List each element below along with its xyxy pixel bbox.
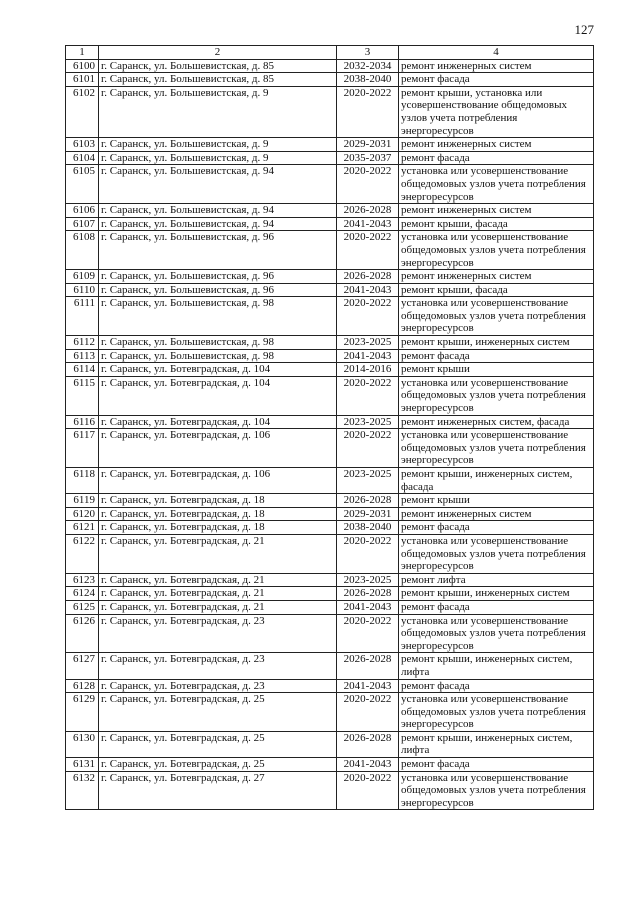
address-cell: г. Саранск, ул. Большевистская, д. 98 [99, 349, 337, 363]
period-cell: 2029-2031 [337, 507, 399, 521]
address-cell: г. Саранск, ул. Ботевградская, д. 21 [99, 600, 337, 614]
address-cell: г. Саранск, ул. Большевистская, д. 85 [99, 73, 337, 87]
period-cell: 2035-2037 [337, 151, 399, 165]
table-row [66, 679, 594, 693]
period-cell: 2041-2043 [337, 217, 399, 231]
address-cell: г. Саранск, ул. Ботевградская, д. 27 [99, 771, 337, 810]
column-header: 3 [337, 46, 399, 60]
period-cell: 2038-2040 [337, 521, 399, 535]
row-number-cell: 6120 [66, 507, 99, 521]
period-cell: 2023-2025 [337, 573, 399, 587]
table-row [66, 151, 594, 165]
work-type-cell: установка или усовершенствование общедомовых узлов учета потребления энергоресурсов [399, 231, 594, 270]
row-number-cell: 6115 [66, 376, 99, 415]
address-cell: г. Саранск, ул. Ботевградская, д. 18 [99, 521, 337, 535]
work-type-cell: ремонт инженерных систем, фасада [399, 415, 594, 429]
work-type-cell: установка или усовершенствование общедомовых узлов учета потребления энергоресурсов [399, 376, 594, 415]
work-type-cell: установка или усовершенствование общедомовых узлов учета потребления энергоресурсов [399, 614, 594, 653]
work-type-cell: ремонт крыши, инженерных систем, фасада [399, 468, 594, 494]
row-number-cell: 6101 [66, 73, 99, 87]
period-cell: 2023-2025 [337, 468, 399, 494]
address-cell: г. Саранск, ул. Ботевградская, д. 23 [99, 614, 337, 653]
table-row [66, 59, 594, 73]
period-cell: 2020-2022 [337, 376, 399, 415]
table-row [66, 86, 594, 137]
address-cell: г. Саранск, ул. Большевистская, д. 85 [99, 59, 337, 73]
table-header-row [66, 46, 594, 60]
table-row [66, 138, 594, 152]
work-type-cell: ремонт крыши, инженерных систем [399, 587, 594, 601]
table-row [66, 231, 594, 270]
table-row [66, 217, 594, 231]
period-cell: 2029-2031 [337, 138, 399, 152]
row-number-cell: 6102 [66, 86, 99, 137]
table-row [66, 587, 594, 601]
address-cell: г. Саранск, ул. Большевистская, д. 94 [99, 204, 337, 218]
table-row [66, 376, 594, 415]
period-cell: 2023-2025 [337, 336, 399, 350]
address-cell: г. Саранск, ул. Ботевградская, д. 104 [99, 363, 337, 377]
row-number-cell: 6130 [66, 731, 99, 757]
period-cell: 2026-2028 [337, 494, 399, 508]
table-row [66, 297, 594, 336]
work-type-cell: установка или усовершенствование общедомовых узлов учета потребления энергоресурсов [399, 429, 594, 468]
address-cell: г. Саранск, ул. Ботевградская, д. 25 [99, 731, 337, 757]
table-row [66, 415, 594, 429]
work-type-cell: ремонт фасада [399, 349, 594, 363]
work-type-cell: ремонт лифта [399, 573, 594, 587]
period-cell: 2041-2043 [337, 283, 399, 297]
row-number-cell: 6105 [66, 165, 99, 204]
address-cell: г. Саранск, ул. Ботевградская, д. 106 [99, 468, 337, 494]
period-cell: 2020-2022 [337, 534, 399, 573]
period-cell: 2020-2022 [337, 771, 399, 810]
period-cell: 2020-2022 [337, 693, 399, 732]
row-number-cell: 6108 [66, 231, 99, 270]
period-cell: 2020-2022 [337, 614, 399, 653]
work-type-cell: ремонт фасада [399, 679, 594, 693]
row-number-cell: 6103 [66, 138, 99, 152]
address-cell: г. Саранск, ул. Ботевградская, д. 23 [99, 679, 337, 693]
address-cell: г. Саранск, ул. Ботевградская, д. 104 [99, 415, 337, 429]
row-number-cell: 6124 [66, 587, 99, 601]
work-type-cell: ремонт фасада [399, 758, 594, 772]
address-cell: г. Саранск, ул. Ботевградская, д. 18 [99, 507, 337, 521]
table-row [66, 507, 594, 521]
period-cell: 2026-2028 [337, 270, 399, 284]
work-type-cell: ремонт инженерных систем [399, 59, 594, 73]
work-type-cell: ремонт фасада [399, 521, 594, 535]
period-cell: 2032-2034 [337, 59, 399, 73]
row-number-cell: 6123 [66, 573, 99, 587]
period-cell: 2026-2028 [337, 587, 399, 601]
table-row [66, 653, 594, 679]
row-number-cell: 6129 [66, 693, 99, 732]
row-number-cell: 6125 [66, 600, 99, 614]
period-cell: 2020-2022 [337, 231, 399, 270]
work-type-cell: ремонт инженерных систем [399, 507, 594, 521]
repair-schedule-table [65, 45, 594, 810]
row-number-cell: 6104 [66, 151, 99, 165]
address-cell: г. Саранск, ул. Большевистская, д. 9 [99, 86, 337, 137]
address-cell: г. Саранск, ул. Большевистская, д. 96 [99, 283, 337, 297]
row-number-cell: 6116 [66, 415, 99, 429]
table-row [66, 204, 594, 218]
work-type-cell: ремонт инженерных систем [399, 204, 594, 218]
table-body [66, 46, 594, 810]
address-cell: г. Саранск, ул. Большевистская, д. 96 [99, 270, 337, 284]
address-cell: г. Саранск, ул. Ботевградская, д. 21 [99, 534, 337, 573]
row-number-cell: 6107 [66, 217, 99, 231]
column-header: 4 [399, 46, 594, 60]
address-cell: г. Саранск, ул. Большевистская, д. 96 [99, 231, 337, 270]
row-number-cell: 6132 [66, 771, 99, 810]
address-cell: г. Саранск, ул. Ботевградская, д. 106 [99, 429, 337, 468]
row-number-cell: 6111 [66, 297, 99, 336]
table-row [66, 468, 594, 494]
table-row [66, 270, 594, 284]
work-type-cell: ремонт крыши, инженерных систем [399, 336, 594, 350]
period-cell: 2014-2016 [337, 363, 399, 377]
row-number-cell: 6117 [66, 429, 99, 468]
period-cell: 2041-2043 [337, 679, 399, 693]
row-number-cell: 6100 [66, 59, 99, 73]
address-cell: г. Саранск, ул. Ботевградская, д. 104 [99, 376, 337, 415]
period-cell: 2026-2028 [337, 731, 399, 757]
work-type-cell: ремонт крыши, фасада [399, 217, 594, 231]
row-number-cell: 6131 [66, 758, 99, 772]
work-type-cell: ремонт фасада [399, 151, 594, 165]
work-type-cell: ремонт крыши, инженерных систем, лифта [399, 653, 594, 679]
table-row [66, 731, 594, 757]
table-row [66, 758, 594, 772]
row-number-cell: 6114 [66, 363, 99, 377]
period-cell: 2020-2022 [337, 297, 399, 336]
table-row [66, 349, 594, 363]
address-cell: г. Саранск, ул. Большевистская, д. 98 [99, 297, 337, 336]
address-cell: г. Саранск, ул. Большевистская, д. 94 [99, 165, 337, 204]
table-row [66, 771, 594, 810]
address-cell: г. Саранск, ул. Большевистская, д. 9 [99, 138, 337, 152]
table-row [66, 573, 594, 587]
work-type-cell: ремонт фасада [399, 600, 594, 614]
row-number-cell: 6122 [66, 534, 99, 573]
row-number-cell: 6126 [66, 614, 99, 653]
work-type-cell: установка или усовершенствование общедомовых узлов учета потребления энергоресурсов [399, 693, 594, 732]
row-number-cell: 6121 [66, 521, 99, 535]
work-type-cell: установка или усовершенствование общедомовых узлов учета потребления энергоресурсов [399, 297, 594, 336]
table-row [66, 600, 594, 614]
period-cell: 2020-2022 [337, 165, 399, 204]
table-row [66, 614, 594, 653]
column-header: 2 [99, 46, 337, 60]
table-row [66, 336, 594, 350]
period-cell: 2020-2022 [337, 429, 399, 468]
work-type-cell: ремонт крыши, установка или усовершенствование общедомовых узлов учета потребления энергоресурсов [399, 86, 594, 137]
page-number: 127 [574, 22, 594, 37]
work-type-cell: установка или усовершенствование общедомовых узлов учета потребления энергоресурсов [399, 771, 594, 810]
row-number-cell: 6106 [66, 204, 99, 218]
table-row [66, 534, 594, 573]
row-number-cell: 6119 [66, 494, 99, 508]
work-type-cell: ремонт инженерных систем [399, 138, 594, 152]
table-row [66, 521, 594, 535]
row-number-cell: 6109 [66, 270, 99, 284]
row-number-cell: 6110 [66, 283, 99, 297]
period-cell: 2041-2043 [337, 349, 399, 363]
table-row [66, 283, 594, 297]
table-row [66, 73, 594, 87]
row-number-cell: 6127 [66, 653, 99, 679]
work-type-cell: ремонт фасада [399, 73, 594, 87]
work-type-cell: ремонт инженерных систем [399, 270, 594, 284]
address-cell: г. Саранск, ул. Большевистская, д. 94 [99, 217, 337, 231]
period-cell: 2026-2028 [337, 204, 399, 218]
table-row [66, 429, 594, 468]
address-cell: г. Саранск, ул. Ботевградская, д. 23 [99, 653, 337, 679]
address-cell: г. Саранск, ул. Большевистская, д. 98 [99, 336, 337, 350]
row-number-cell: 6128 [66, 679, 99, 693]
table-row [66, 693, 594, 732]
work-type-cell: установка или усовершенствование общедомовых узлов учета потребления энергоресурсов [399, 165, 594, 204]
row-number-cell: 6118 [66, 468, 99, 494]
address-cell: г. Саранск, ул. Ботевградская, д. 21 [99, 587, 337, 601]
period-cell: 2038-2040 [337, 73, 399, 87]
row-number-cell: 6113 [66, 349, 99, 363]
address-cell: г. Саранск, ул. Ботевградская, д. 18 [99, 494, 337, 508]
work-type-cell: ремонт крыши [399, 363, 594, 377]
address-cell: г. Саранск, ул. Ботевградская, д. 25 [99, 693, 337, 732]
work-type-cell: ремонт крыши, фасада [399, 283, 594, 297]
period-cell: 2020-2022 [337, 86, 399, 137]
period-cell: 2041-2043 [337, 600, 399, 614]
period-cell: 2026-2028 [337, 653, 399, 679]
address-cell: г. Саранск, ул. Ботевградская, д. 25 [99, 758, 337, 772]
work-type-cell: установка или усовершенствование общедомовых узлов учета потребления энергоресурсов [399, 534, 594, 573]
row-number-cell: 6112 [66, 336, 99, 350]
column-header: 1 [66, 46, 99, 60]
period-cell: 2041-2043 [337, 758, 399, 772]
period-cell: 2023-2025 [337, 415, 399, 429]
address-cell: г. Саранск, ул. Большевистская, д. 9 [99, 151, 337, 165]
table-row [66, 165, 594, 204]
address-cell: г. Саранск, ул. Ботевградская, д. 21 [99, 573, 337, 587]
table-row [66, 494, 594, 508]
table-row [66, 363, 594, 377]
work-type-cell: ремонт крыши [399, 494, 594, 508]
work-type-cell: ремонт крыши, инженерных систем, лифта [399, 731, 594, 757]
